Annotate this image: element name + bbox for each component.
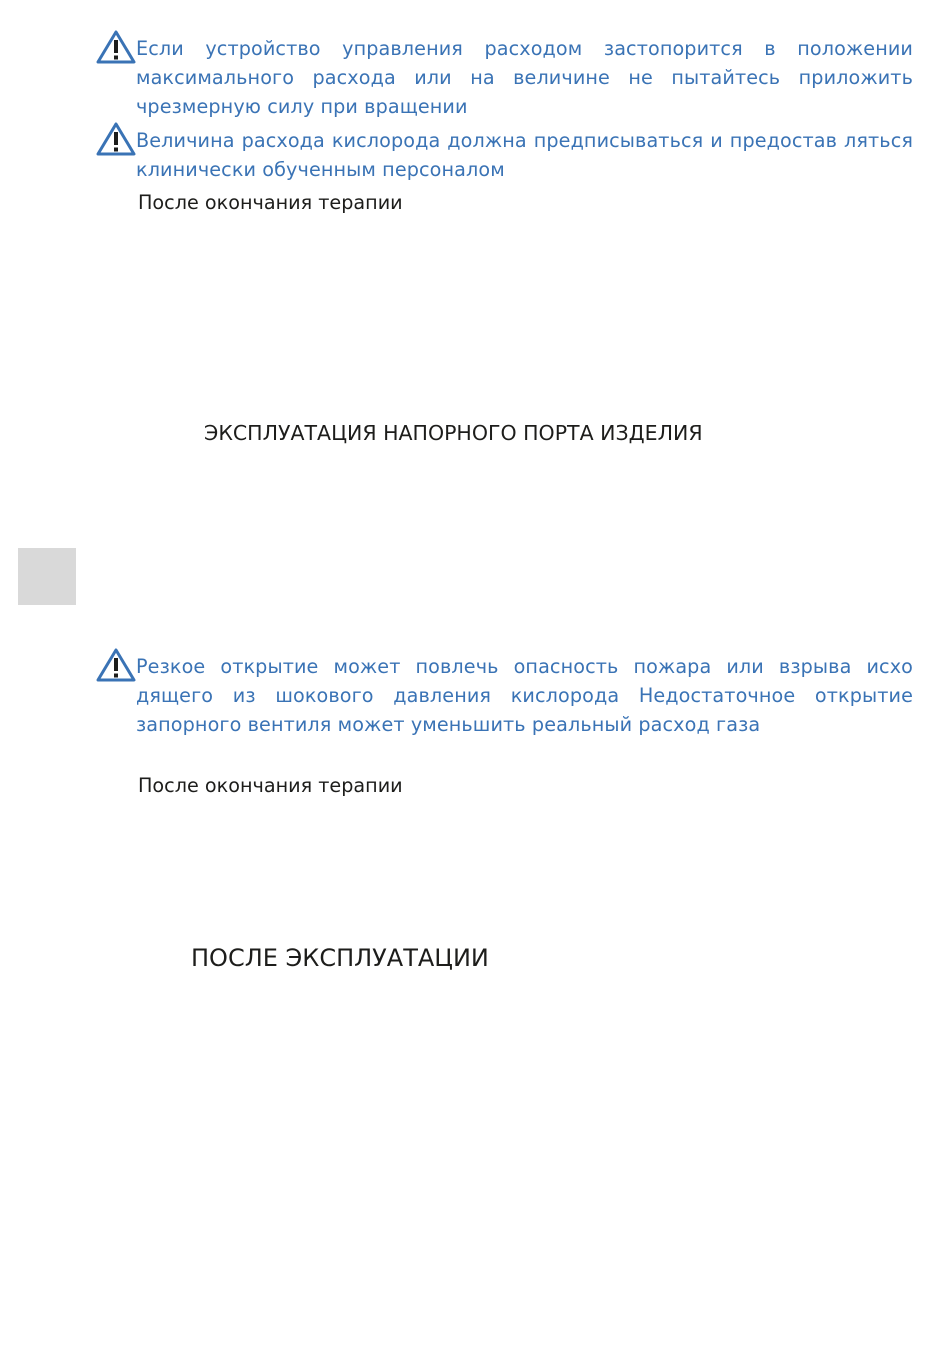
warning-block-1 — [96, 34, 913, 121]
warning-triangle-icon — [96, 648, 136, 682]
warning-text: Резкое открытие может повлечь опасность пожара или взрыва исхо дящего из шокового давления кислорода Недостаточное открытие запорного вентиля может уменьшить реальный расход газа — [136, 655, 913, 736]
note-after-therapy: После окончания терапии — [138, 191, 403, 214]
section-heading-pressure-port: ЭКСПЛУАТАЦИЯ НАПОРНОГО ПОРТА ИЗДЕЛИЯ — [204, 421, 703, 445]
warning-text: Величина расхода кислорода должна предписываться и предостав ляться клинически обученным персоналом — [136, 129, 913, 181]
side-tab — [18, 548, 76, 605]
warning-triangle-icon — [96, 122, 136, 156]
section-heading-after-use: ПОСЛЕ ЭКСПЛУАТАЦИИ — [191, 944, 489, 972]
warning-block-3 — [96, 652, 913, 739]
warning-block-2 — [96, 126, 913, 184]
note-after-therapy: После окончания терапии — [138, 774, 403, 797]
warning-triangle-icon — [96, 30, 136, 64]
warning-text: Если устройство управления расходом застопорится в положении максимального расхода или на величине не пытайтесь приложить чрезмерную силу при вращении — [136, 37, 913, 118]
